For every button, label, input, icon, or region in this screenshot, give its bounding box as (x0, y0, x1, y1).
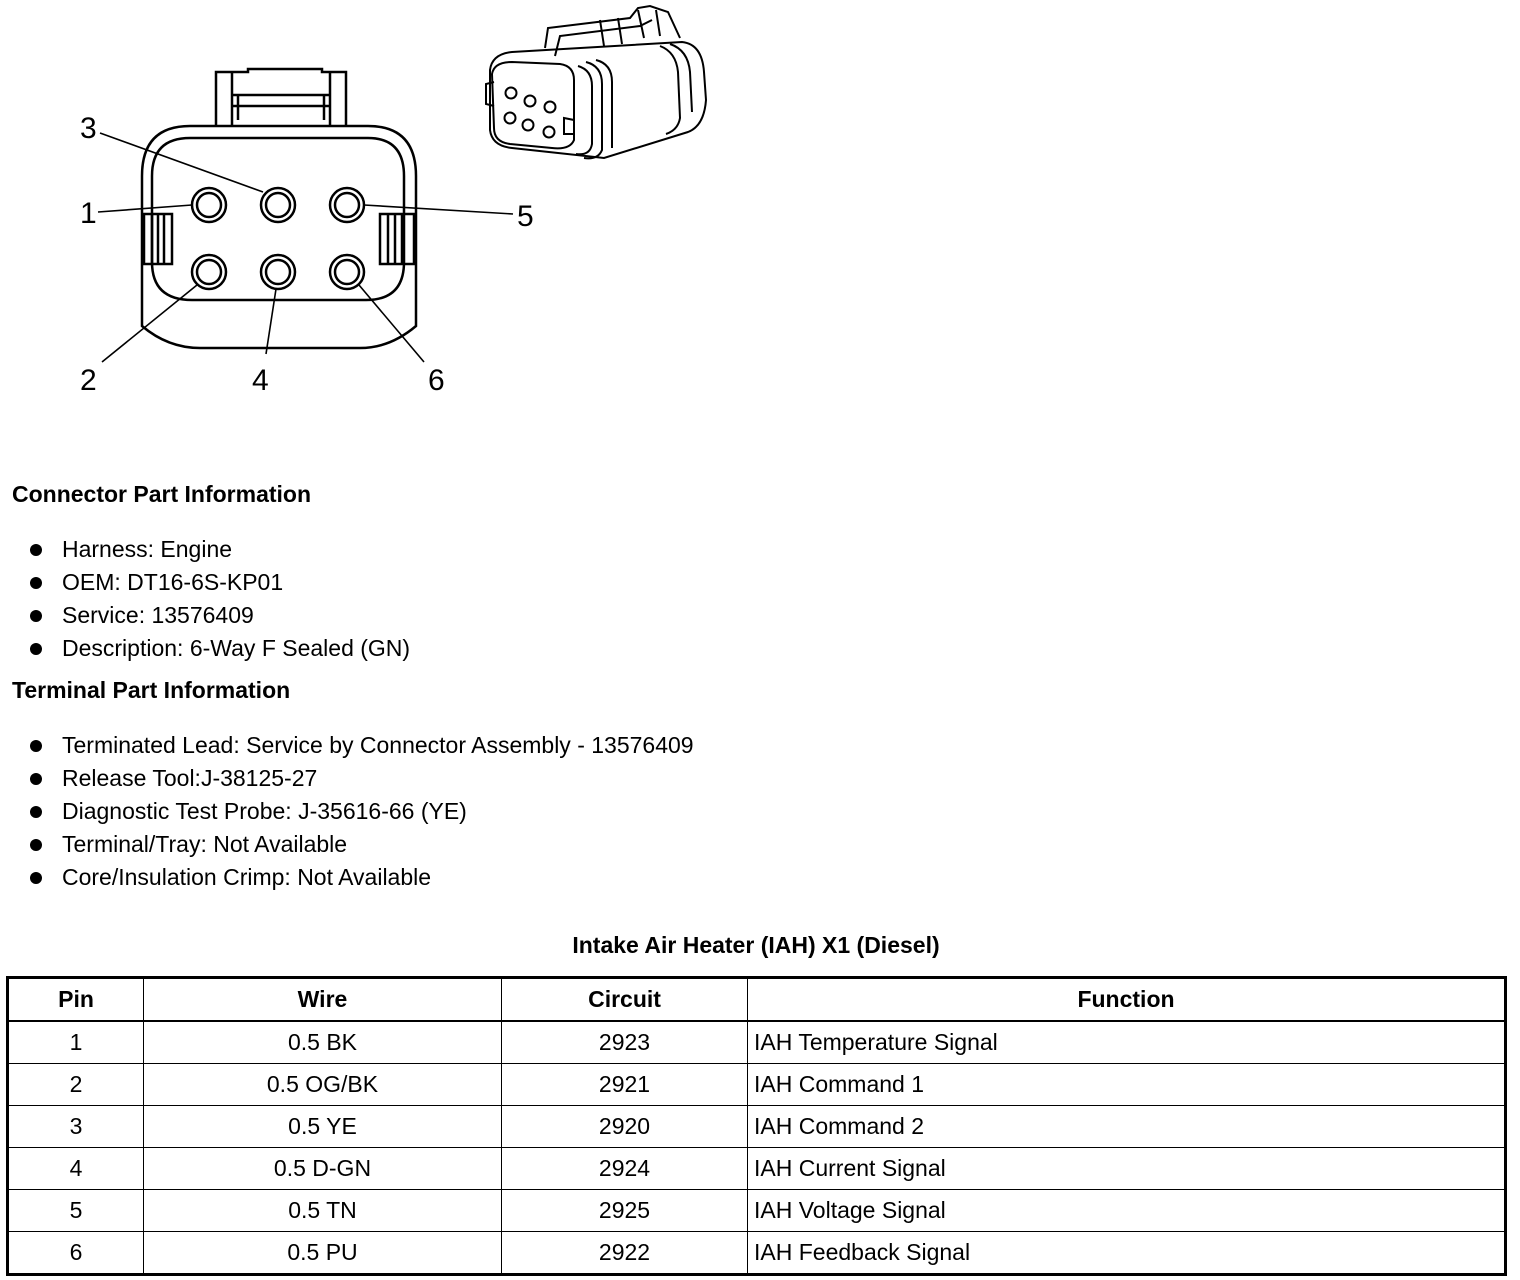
table-row (8, 1064, 1506, 1106)
connector-info-oem: OEM: DT16-6S-KP01 (30, 567, 410, 600)
connector-info-heading: Connector Part Information (12, 481, 312, 507)
terminal-info-release-tool: Release Tool:J-38125-27 (30, 763, 694, 796)
cell-circuit: 2920 (502, 1106, 748, 1148)
table-row (8, 1232, 1506, 1275)
terminal-info-terminal-tray: Terminal/Tray: Not Available (30, 829, 694, 862)
terminal-info-heading: Terminal Part Information (12, 677, 291, 703)
cell-circuit: 2924 (502, 1148, 748, 1190)
cell-function: IAH Command 1 (748, 1064, 1506, 1106)
connector-diagram (0, 0, 760, 420)
header-pin: Pin (8, 978, 144, 1022)
cell-circuit: 2922 (502, 1232, 748, 1275)
cell-function: IAH Temperature Signal (748, 1021, 1506, 1064)
leader-lines (98, 133, 513, 362)
pin-label-1: 1 (80, 197, 97, 230)
pin-label-2: 2 (80, 364, 97, 397)
pin-label-6: 6 (428, 364, 445, 397)
table-row (8, 1021, 1506, 1064)
pinout-table (6, 976, 1507, 1276)
cell-circuit: 2925 (502, 1190, 748, 1232)
connector-face (142, 69, 416, 348)
table-row (8, 1106, 1506, 1148)
cell-wire: 0.5 TN (144, 1190, 502, 1232)
connector-info-list (30, 534, 410, 666)
terminal-info-test-probe: Diagnostic Test Probe: J-35616-66 (YE) (30, 796, 694, 829)
cell-wire: 0.5 PU (144, 1232, 502, 1275)
cell-function: IAH Current Signal (748, 1148, 1506, 1190)
cell-pin: 3 (8, 1106, 144, 1148)
cell-wire: 0.5 D-GN (144, 1148, 502, 1190)
pin-label-5: 5 (517, 200, 534, 233)
connector-info-harness: Harness: Engine (30, 534, 410, 567)
cell-wire: 0.5 YE (144, 1106, 502, 1148)
connector-info-description: Description: 6-Way F Sealed (GN) (30, 633, 410, 666)
pin-label-3: 3 (80, 112, 97, 145)
header-wire: Wire (144, 978, 502, 1022)
cell-function: IAH Voltage Signal (748, 1190, 1506, 1232)
cell-wire: 0.5 OG/BK (144, 1064, 502, 1106)
pin-label-4: 4 (252, 364, 269, 397)
terminal-info-terminated-lead: Terminated Lead: Service by Connector Assembly - 13576409 (30, 730, 694, 763)
table-row (8, 1190, 1506, 1232)
terminal-info-crimp: Core/Insulation Crimp: Not Available (30, 862, 694, 895)
table-row (8, 1148, 1506, 1190)
cell-pin: 1 (8, 1021, 144, 1064)
cell-function: IAH Feedback Signal (748, 1232, 1506, 1275)
cell-pin: 4 (8, 1148, 144, 1190)
cell-pin: 6 (8, 1232, 144, 1275)
header-function: Function (748, 978, 1506, 1022)
cell-circuit: 2921 (502, 1064, 748, 1106)
cell-pin: 5 (8, 1190, 144, 1232)
cell-function: IAH Command 2 (748, 1106, 1506, 1148)
cell-pin: 2 (8, 1064, 144, 1106)
connector-3d-illustration (486, 6, 706, 158)
pin-cavities (192, 188, 364, 289)
cell-circuit: 2923 (502, 1021, 748, 1064)
table-title: Intake Air Heater (IAH) X1 (Diesel) (572, 932, 940, 958)
table-header-row (8, 978, 1506, 1022)
pin-labels (80, 112, 534, 397)
header-circuit: Circuit (502, 978, 748, 1022)
connector-info-service: Service: 13576409 (30, 600, 410, 633)
connector-3d-cavities (505, 88, 556, 138)
cell-wire: 0.5 BK (144, 1021, 502, 1064)
terminal-info-list (30, 730, 694, 895)
